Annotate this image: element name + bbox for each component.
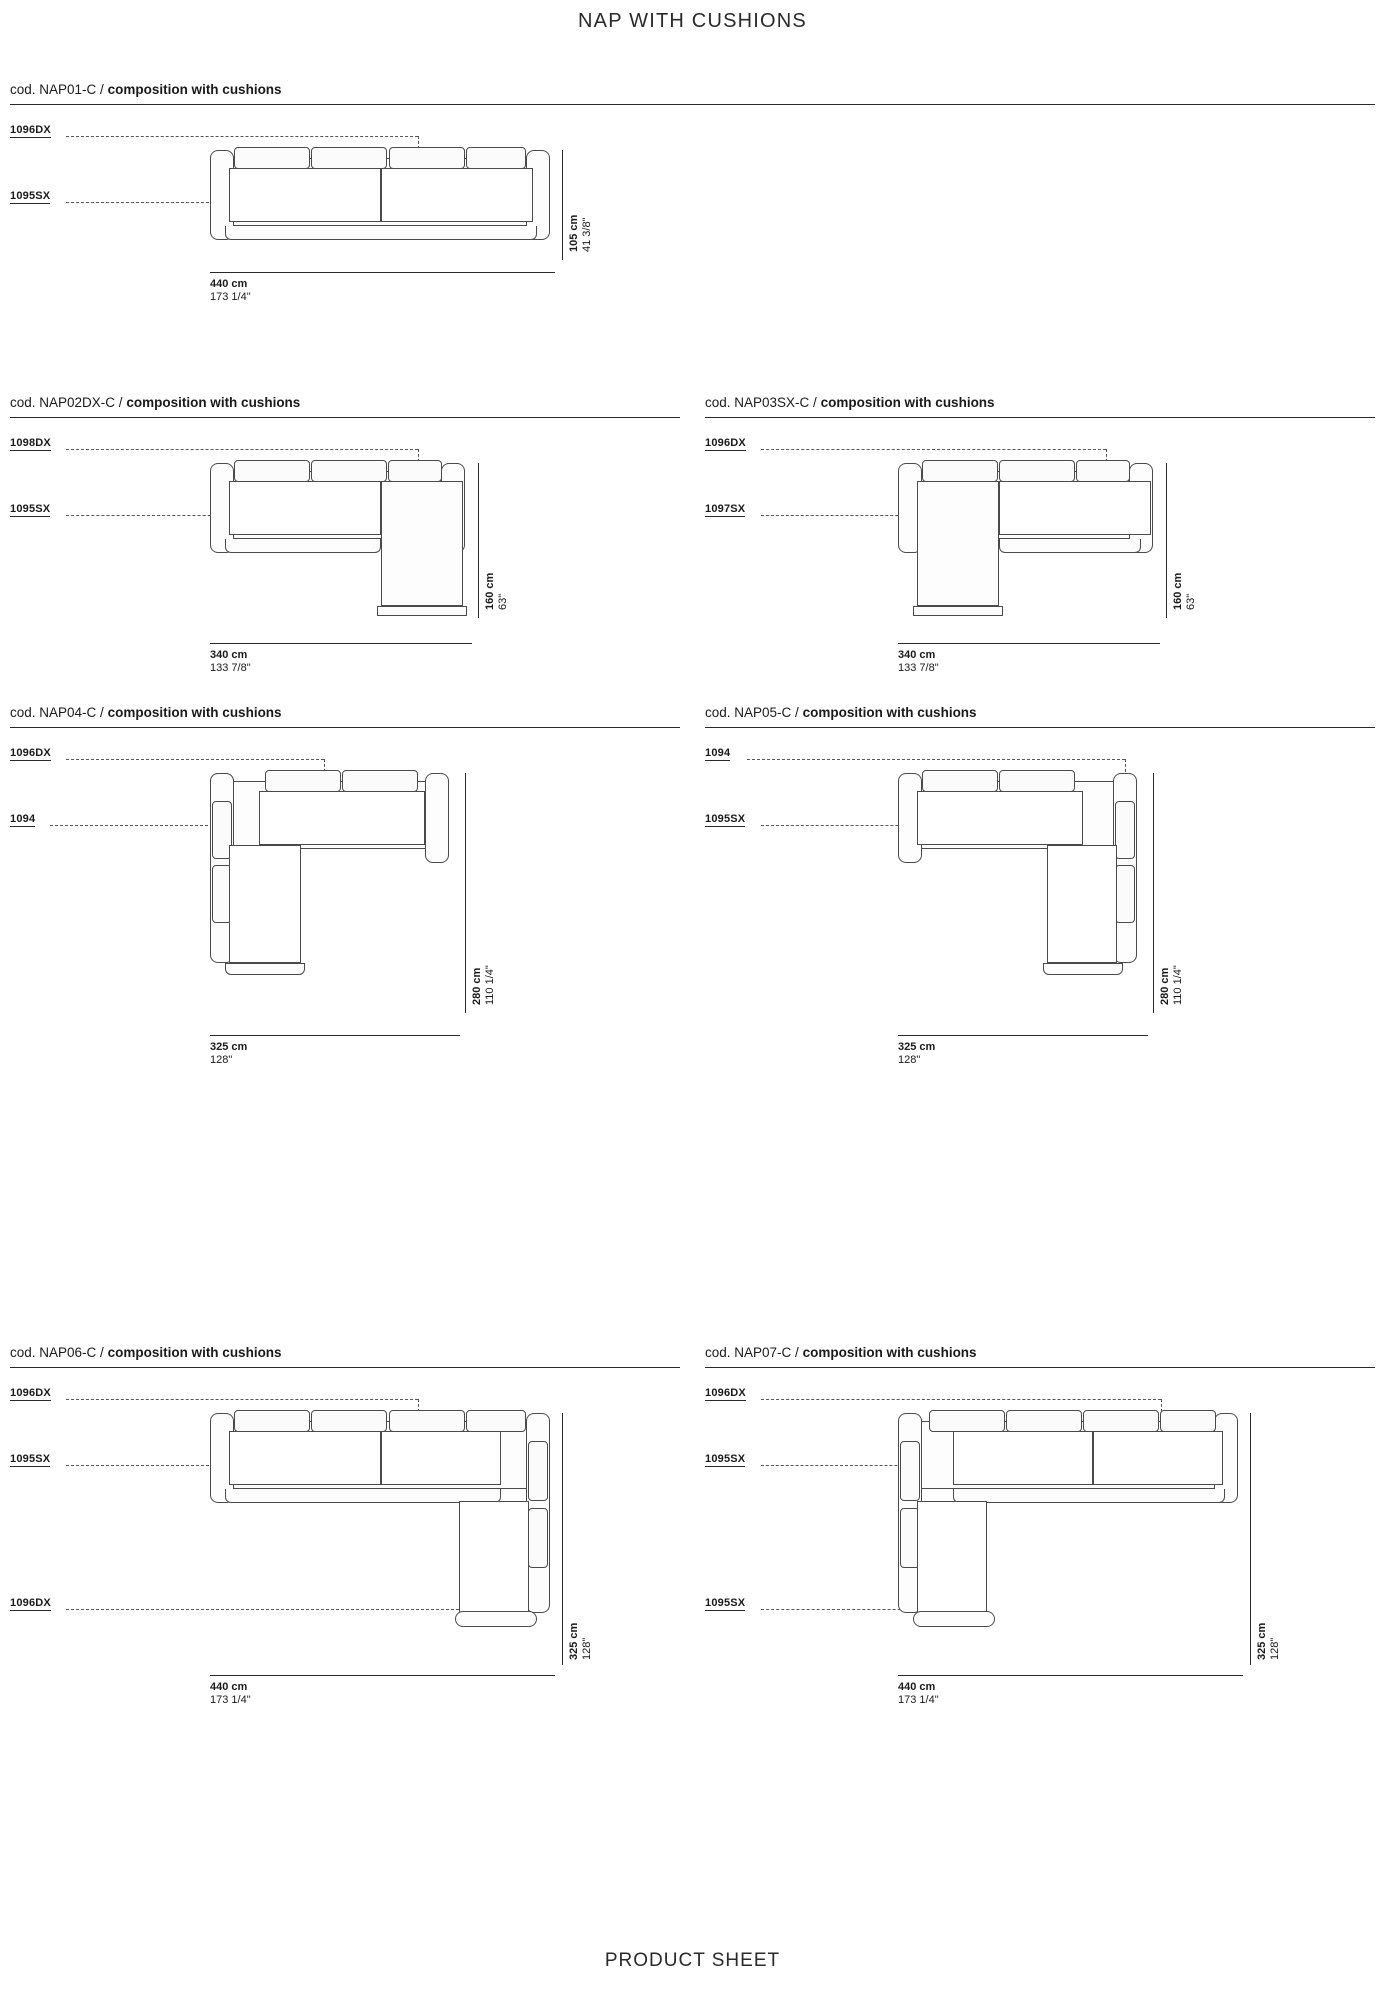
section-divider	[705, 417, 1375, 418]
back-cushion	[466, 1410, 526, 1432]
side-cushion	[900, 1441, 920, 1501]
dimension-width-cm: 440 cm	[898, 1681, 936, 1693]
dimension-width-inch: 173 1/4"	[898, 1694, 939, 1706]
leader-line	[66, 449, 418, 450]
section-code: cod. NAP02DX-C /	[10, 395, 123, 410]
page-footer: PRODUCT SHEET	[604, 1950, 781, 1971]
back-cushion	[1076, 460, 1130, 482]
back-cushion	[388, 460, 442, 482]
callout-label-1095sx: 1095SX	[10, 503, 51, 515]
dimension-depth	[568, 1623, 594, 1660]
dimension-depth-inch: 128"	[1269, 1637, 1281, 1660]
dimension-width	[210, 1681, 251, 1707]
sofa-base-vertical	[455, 1611, 537, 1627]
section-divider	[705, 1367, 1375, 1368]
side-cushion	[528, 1508, 548, 1568]
sofa-diagram-nap03sxc	[903, 463, 1163, 643]
dimension-width-inch: 128"	[898, 1054, 921, 1066]
dimension-width-cm: 325 cm	[210, 1041, 248, 1053]
back-cushion	[234, 147, 310, 169]
dimension-line-width	[210, 1035, 460, 1036]
back-cushion	[1006, 1410, 1082, 1432]
callout-label-1095sx: 1095SX	[10, 1453, 51, 1465]
seat-section-vertical	[1047, 845, 1117, 963]
dimension-width	[898, 649, 939, 675]
sofa-diagram-nap07c	[903, 1413, 1248, 1663]
callout-label-1096dx-2: 1096DX	[10, 1597, 51, 1609]
leader-line	[66, 759, 324, 760]
section-description: composition with cushions	[107, 705, 282, 720]
page-title: NAP WITH CUSHIONS	[578, 10, 807, 32]
callout-label-1094: 1094	[10, 813, 36, 825]
dimension-depth	[471, 965, 497, 1005]
dimension-depth-inch: 41 3/8"	[581, 217, 593, 252]
dimension-depth-inch: 110 1/4"	[1172, 965, 1184, 1005]
leader-line	[761, 1399, 1161, 1400]
leader-line	[66, 1399, 418, 1400]
dimension-width-inch: 133 7/8"	[898, 662, 939, 674]
callout-label-1096dx: 1096DX	[10, 1387, 51, 1399]
callout-label-1096dx: 1096DX	[705, 1387, 746, 1399]
back-cushion	[999, 460, 1075, 482]
dimension-width	[898, 1041, 935, 1067]
leader-line	[761, 449, 1106, 450]
back-cushion	[1160, 1410, 1216, 1432]
back-cushion	[234, 460, 310, 482]
dimension-line-depth	[562, 150, 563, 260]
dimension-line-depth	[1250, 1413, 1251, 1665]
seat-section	[917, 791, 1083, 845]
sofa-diagram-nap05c	[903, 773, 1153, 1033]
side-cushion	[1115, 865, 1135, 923]
callout-label-1096dx: 1096DX	[10, 124, 51, 136]
leader-line	[747, 759, 1125, 760]
section-divider	[10, 1367, 680, 1368]
section-nap02dxc	[10, 395, 680, 675]
seat-section-right	[381, 1431, 501, 1485]
section-description: composition with cushions	[107, 1345, 282, 1360]
section-nap03sxc	[705, 395, 1375, 675]
seat-section-vertical	[459, 1501, 529, 1613]
dimension-depth-inch: 63"	[1185, 593, 1197, 610]
side-cushion	[1115, 801, 1135, 859]
section-divider	[705, 727, 1375, 728]
section-header	[10, 1345, 282, 1360]
section-code: cod. NAP03SX-C /	[705, 395, 817, 410]
dimension-depth-cm: 105 cm	[568, 214, 580, 252]
back-cushion	[311, 147, 387, 169]
callout-label-1096dx: 1096DX	[10, 747, 51, 759]
dimension-line-depth	[478, 463, 479, 618]
section-divider	[10, 727, 680, 728]
section-nap07c	[705, 1345, 1375, 1745]
seat-section-left	[229, 1431, 381, 1485]
section-nap01c	[10, 82, 1375, 302]
sofa-base	[999, 539, 1141, 553]
section-divider	[10, 104, 1375, 105]
dimension-depth	[1256, 1623, 1282, 1660]
section-description: composition with cushions	[820, 395, 995, 410]
sofa-diagram-nap02dxc	[215, 463, 475, 643]
sofa-base	[953, 1489, 1225, 1503]
callout-label-1098dx: 1098DX	[10, 437, 51, 449]
seat-section-vertical	[917, 1501, 987, 1613]
seat-section-right	[999, 481, 1151, 535]
callout-label-1094: 1094	[705, 747, 731, 759]
back-cushion	[342, 770, 418, 792]
back-cushion	[922, 770, 998, 792]
dimension-width	[210, 649, 251, 675]
section-header	[705, 395, 995, 410]
back-cushion	[999, 770, 1075, 792]
section-code: cod. NAP04-C /	[10, 705, 104, 720]
dimension-width-inch: 128"	[210, 1054, 233, 1066]
chaise-section	[381, 481, 463, 606]
dimension-line-depth	[1166, 463, 1167, 618]
dimension-width-cm: 340 cm	[210, 649, 248, 661]
section-description: composition with cushions	[126, 395, 301, 410]
callout-label-1095sx: 1095SX	[705, 813, 746, 825]
dimension-width	[210, 1041, 247, 1067]
back-cushion	[922, 460, 998, 482]
dimension-depth-inch: 128"	[581, 1637, 593, 1660]
back-cushion	[234, 1410, 310, 1432]
callout-label-1095sx: 1095SX	[10, 190, 51, 202]
seat-section-left	[953, 1431, 1093, 1485]
back-cushion	[1083, 1410, 1159, 1432]
dimension-line-width	[210, 272, 555, 273]
section-description: composition with cushions	[802, 705, 977, 720]
seat-section-right	[381, 168, 533, 222]
chaise-base	[913, 606, 1003, 616]
back-cushion	[389, 147, 465, 169]
sofa-base-vertical	[913, 1611, 995, 1627]
dimension-depth	[568, 215, 594, 252]
leader-line	[66, 202, 234, 203]
chaise-section	[917, 481, 999, 606]
back-cushion	[311, 460, 387, 482]
section-header	[10, 395, 300, 410]
section-nap05c	[705, 705, 1375, 1085]
dimension-width-inch: 173 1/4"	[210, 291, 251, 303]
seat-section	[259, 791, 425, 845]
dimension-width-cm: 325 cm	[898, 1041, 936, 1053]
back-cushion	[929, 1410, 1005, 1432]
dimension-line-depth	[465, 773, 466, 1013]
callout-label-1096dx: 1096DX	[705, 437, 746, 449]
dimension-line-width	[210, 643, 472, 644]
seat-section-left	[229, 481, 381, 535]
back-cushion	[265, 770, 341, 792]
dimension-width-inch: 173 1/4"	[210, 1694, 251, 1706]
sofa-diagram-nap06c	[215, 1413, 560, 1663]
dimension-line-width	[898, 1675, 1243, 1676]
dimension-width-cm: 440 cm	[210, 278, 248, 290]
callout-label-1095sx: 1095SX	[705, 1453, 746, 1465]
leader-line	[66, 136, 418, 137]
dimension-depth-cm: 325 cm	[1256, 1622, 1268, 1660]
back-cushion	[389, 1410, 465, 1432]
section-nap04c	[10, 705, 680, 1085]
section-header	[10, 82, 282, 97]
section-code: cod. NAP07-C /	[705, 1345, 799, 1360]
section-header	[10, 705, 282, 720]
dimension-depth-inch: 110 1/4"	[484, 965, 496, 1005]
dimension-depth-cm: 160 cm	[484, 572, 496, 610]
section-header	[705, 705, 977, 720]
dimension-line-width	[210, 1675, 555, 1676]
dimension-width-inch: 133 7/8"	[210, 662, 251, 674]
dimension-width-cm: 440 cm	[210, 1681, 248, 1693]
sofa-base	[225, 226, 537, 240]
seat-section-left	[229, 168, 381, 222]
dimension-width-cm: 340 cm	[898, 649, 936, 661]
section-header	[705, 1345, 977, 1360]
sofa-base-vertical	[225, 963, 305, 975]
side-cushion	[528, 1441, 548, 1501]
section-code: cod. NAP06-C /	[10, 1345, 104, 1360]
dimension-line-width	[898, 643, 1160, 644]
chaise-base	[377, 606, 467, 616]
sofa-arm-right	[425, 773, 449, 863]
dimension-depth-cm: 280 cm	[1159, 967, 1171, 1005]
section-nap06c	[10, 1345, 680, 1745]
seat-section-right	[1093, 1431, 1223, 1485]
dimension-depth-cm: 160 cm	[1172, 572, 1184, 610]
dimension-depth-inch: 63"	[497, 593, 509, 610]
sofa-diagram-nap01c	[215, 150, 560, 275]
callout-label-1097sx: 1097SX	[705, 503, 746, 515]
dimension-depth-cm: 280 cm	[471, 967, 483, 1005]
sofa-base	[225, 539, 381, 553]
dimension-depth	[484, 573, 510, 610]
callout-label-1095sx-2: 1095SX	[705, 1597, 746, 1609]
dimension-line-depth	[562, 1413, 563, 1665]
dimension-depth	[1172, 573, 1198, 610]
dimension-depth	[1159, 965, 1185, 1005]
dimension-width	[898, 1681, 939, 1707]
section-description: composition with cushions	[107, 82, 282, 97]
back-cushion	[311, 1410, 387, 1432]
section-code: cod. NAP01-C /	[10, 82, 104, 97]
section-divider	[10, 417, 680, 418]
dimension-line-width	[898, 1035, 1148, 1036]
section-description: composition with cushions	[802, 1345, 977, 1360]
dimension-line-depth	[1153, 773, 1154, 1013]
dimension-depth-cm: 325 cm	[568, 1622, 580, 1660]
sofa-base-vertical	[1043, 963, 1123, 975]
back-cushion	[466, 147, 526, 169]
section-code: cod. NAP05-C /	[705, 705, 799, 720]
dimension-width	[210, 278, 251, 304]
seat-section-vertical	[229, 845, 301, 963]
sofa-diagram-nap04c	[215, 773, 465, 1033]
